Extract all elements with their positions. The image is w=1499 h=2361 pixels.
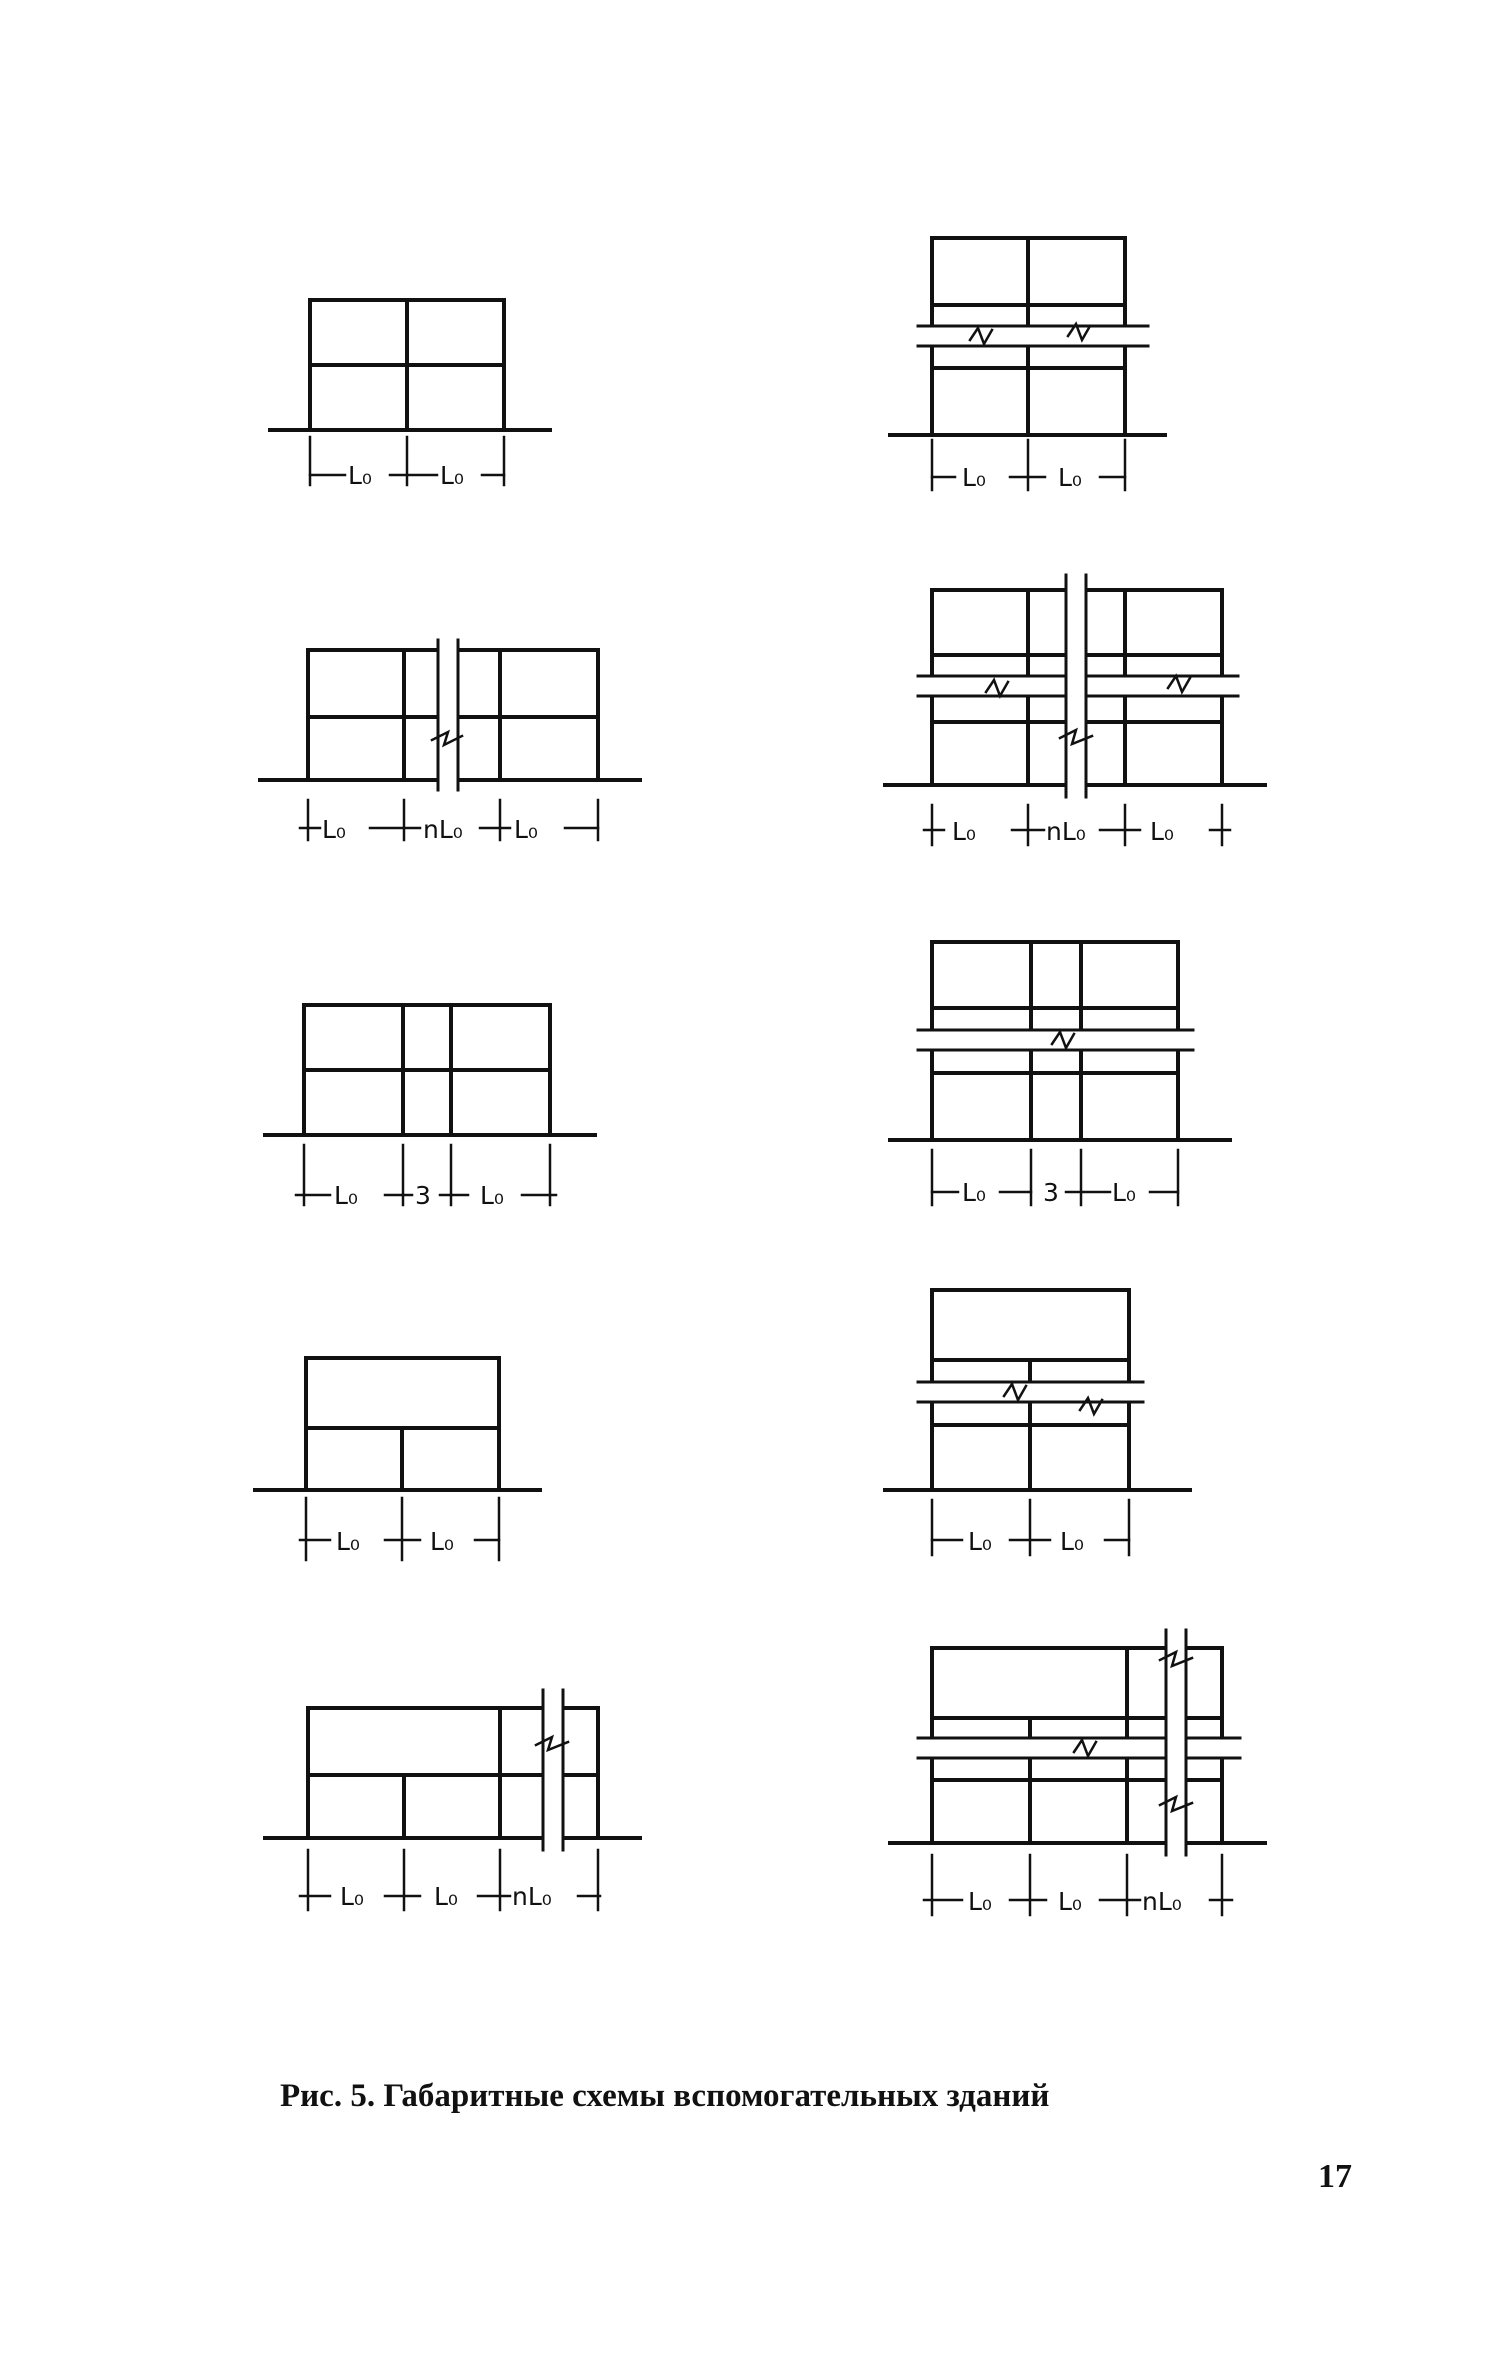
break-line-vertical [1160, 1630, 1192, 1855]
dim-label: L₀ [952, 817, 976, 846]
dim-label: L₀ [322, 815, 346, 844]
dim-label: L₀ [514, 815, 538, 844]
dim-label: nL₀ [1046, 817, 1086, 846]
figure-caption [280, 2078, 1049, 2115]
dim-label: nL₀ [1142, 1887, 1182, 1916]
scheme-right-5 [890, 1630, 1265, 1916]
scheme-left-1 [270, 300, 550, 490]
scheme-left-2 [260, 640, 640, 844]
dim-label: nL₀ [512, 1882, 552, 1911]
dim-label: L₀ [1112, 1178, 1136, 1207]
dim-label: L₀ [340, 1882, 364, 1911]
dim-label: nL₀ [423, 815, 463, 844]
dim-label: L₀ [434, 1882, 458, 1911]
dim-label: L₀ [1060, 1527, 1084, 1556]
break-line-horizontal [918, 1738, 1240, 1758]
dim-label: L₀ [1058, 1887, 1082, 1916]
dim-label: L₀ [962, 463, 986, 492]
figure-caption-text: Габаритные схемы вспомогательных зданий [383, 2078, 1050, 2114]
dim-label: L₀ [440, 461, 464, 490]
scheme-left-5 [265, 1690, 640, 1911]
scheme-right-4 [885, 1290, 1190, 1556]
break-line-horizontal [918, 1030, 1193, 1050]
dim-label: 3 [415, 1181, 431, 1210]
scheme-right-1 [890, 238, 1165, 492]
dim-label: L₀ [962, 1178, 986, 1207]
dim-label: L₀ [1150, 817, 1174, 846]
scheme-left-4 [255, 1358, 540, 1560]
figure-caption-prefix: Рис. 5. [280, 2078, 376, 2114]
dim-label: L₀ [968, 1527, 992, 1556]
dim-label: 3 [1043, 1178, 1059, 1207]
break-line-vertical [1060, 575, 1092, 797]
dim-label: L₀ [430, 1527, 454, 1556]
dim-label: L₀ [1058, 463, 1082, 492]
dim-label: L₀ [334, 1181, 358, 1210]
scheme-left-3 [265, 1005, 595, 1210]
dim-label: L₀ [348, 461, 372, 490]
dim-label: L₀ [968, 1887, 992, 1916]
dimension-line [932, 1500, 1129, 1555]
dimension-line [310, 437, 504, 485]
break-line-vertical [432, 640, 462, 790]
page-number: 17 [1318, 2158, 1352, 2195]
dim-label: L₀ [480, 1181, 504, 1210]
scheme-right-3 [890, 942, 1230, 1207]
dimension-line [932, 440, 1125, 490]
dimension-line [300, 1498, 499, 1560]
scheme-right-2 [885, 575, 1265, 846]
break-line-vertical [536, 1690, 568, 1850]
dim-label: L₀ [336, 1527, 360, 1556]
break-line-horizontal [918, 324, 1148, 346]
